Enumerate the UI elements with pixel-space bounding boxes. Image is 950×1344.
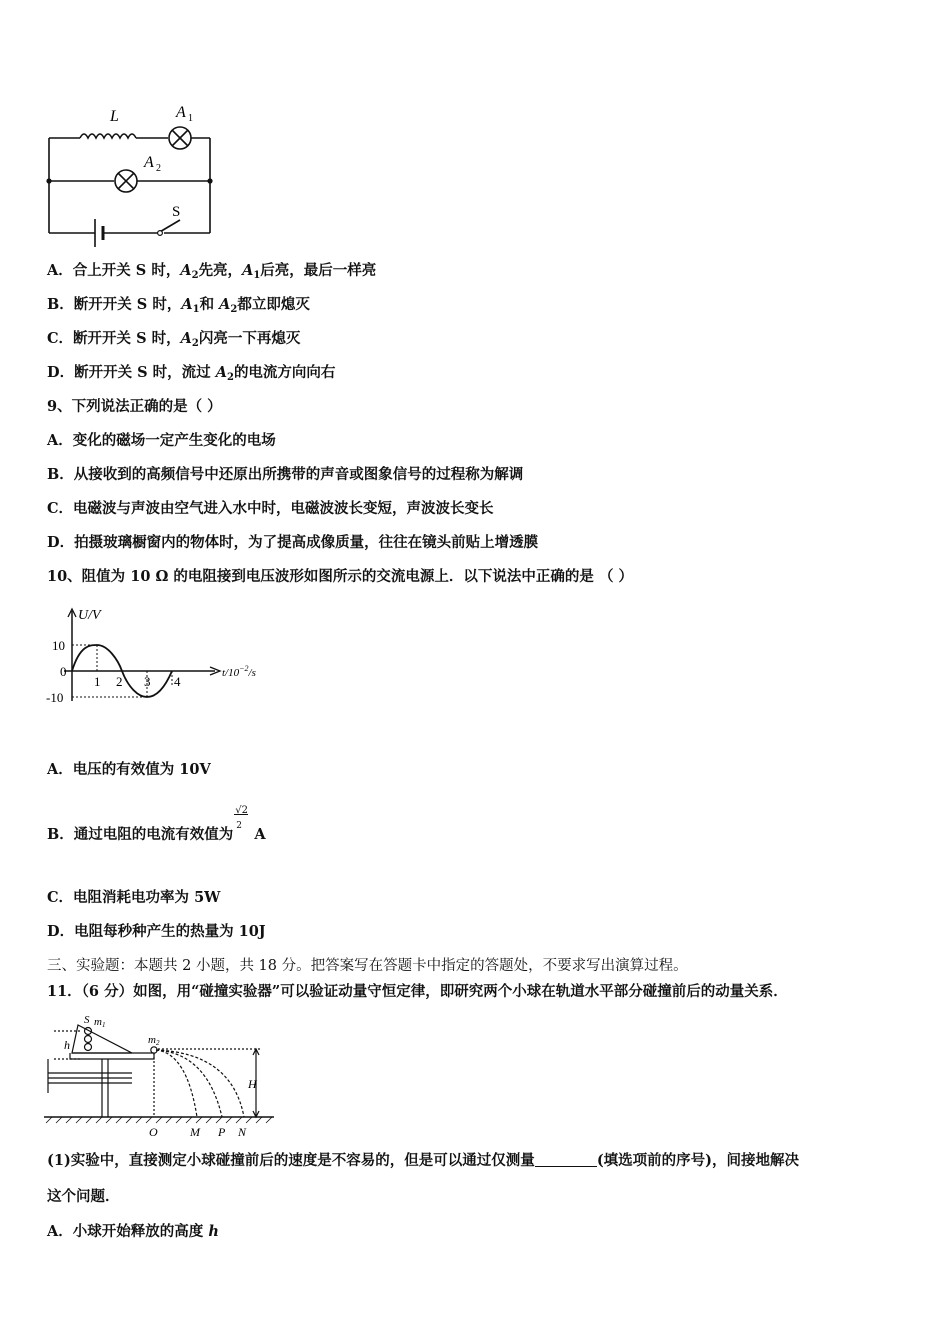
q9-option-b: B．从接收到的高频信号中还原出所携带的声音或图象信号的过程称为解调	[47, 466, 524, 483]
voltage-waveform-graph	[40, 605, 285, 705]
fig-label-o: O	[149, 1125, 158, 1139]
q10-option-b: B．通过电阻的电流有效值为 $\frac{√2}{2}$ A	[47, 805, 266, 843]
graph-x-tick-2: 2	[116, 674, 123, 689]
fig-label-m1: m1	[94, 1016, 106, 1029]
fig-label-m: M	[190, 1125, 200, 1139]
answer-blank[interactable]	[535, 1152, 597, 1167]
q8-option-d: D．断开开关 S 时，流过 $A_2$的电流方向向右	[47, 364, 336, 383]
fig-label-s: S	[84, 1014, 90, 1026]
inductor-label: L	[110, 108, 119, 125]
fig-label-p: P	[218, 1125, 226, 1139]
fig-label-h: h	[64, 1038, 70, 1052]
graph-x-tick-4: 4	[174, 674, 181, 689]
circuit-diagram	[40, 98, 220, 248]
q8-option-a: A．合上开关 S 时，$A_2$先亮，$A_1$后亮，最后一样亮	[47, 262, 377, 281]
q10-option-c: C．电阻消耗电功率为 5W	[47, 889, 221, 906]
q8-option-b: B．断开开关 S 时，$A_1$和 $A_2$都立即熄灭	[47, 296, 310, 315]
q11-part1-line1: (1)实验中，直接测定小球碰撞前后的速度是不容易的，但是可以通过仅测量 (填选项前的序号)，间接地解决	[47, 1152, 800, 1169]
graph-y-axis-label: U/V	[78, 608, 101, 623]
graph-y-tick-10: 10	[52, 638, 65, 653]
collision-apparatus-figure	[42, 1013, 282, 1140]
q9-option-c: C．电磁波与声波由空气进入水中时，电磁波波长变短，声波波长变长	[47, 500, 494, 517]
q11-stem: 11．（6 分）如图，用“碰撞实验器”可以验证动量守恒定律，即研究两个小球在轨道水平部分碰撞前后的动量关系．	[47, 983, 788, 1000]
lamp-a1-label: A	[176, 104, 186, 121]
fig-label-H: H	[248, 1077, 257, 1091]
sqrt2-over-2-fraction: $\frac{√2}{2}$	[235, 805, 248, 831]
section-3-heading: 三、实验题：本题共 2 小题，共 18 分。把答案写在答题卡中指定的答题处，不要求写出演算过程。	[47, 958, 688, 974]
q10-option-a: A．电压的有效值为 10V	[47, 761, 211, 778]
graph-x-tick-3: 3	[144, 674, 151, 689]
q10-stem: 10、阻值为 10 Ω 的电阻接到电压波形如图所示的交流电源上．以下说法中正确的是 （ ）	[47, 568, 634, 585]
fig-label-n: N	[238, 1125, 247, 1139]
graph-y-tick-0: 0	[60, 664, 67, 679]
q9-option-d: D．拍摄玻璃橱窗内的物体时，为了提高成像质量，往往在镜头前贴上增透膜	[47, 534, 539, 551]
graph-x-tick-1: 1	[94, 674, 101, 689]
graph-y-tick-neg10: -10	[46, 690, 64, 705]
lamp-a2-label: A	[144, 154, 154, 171]
q11-option-a: A．小球开始释放的高度 h	[47, 1223, 219, 1240]
lamp-a1-sub: 1	[188, 113, 193, 124]
fig-label-m2: m2	[148, 1034, 160, 1047]
q11-part1-line2: 这个问题．	[47, 1188, 120, 1205]
lamp-a2-sub: 2	[156, 163, 161, 174]
graph-x-axis-label: $t/10^{-2}/s$	[222, 664, 256, 679]
q10-option-d: D．电阻每秒种产生的热量为 10J	[47, 923, 266, 940]
q8-option-c: C．断开开关 S 时，$A_2$闪亮一下再熄灭	[47, 330, 301, 349]
switch-label: S	[172, 204, 181, 220]
q9-option-a: A．变化的磁场一定产生变化的电场	[47, 432, 276, 449]
q9-stem: 9、下列说法正确的是（ ）	[47, 398, 222, 415]
